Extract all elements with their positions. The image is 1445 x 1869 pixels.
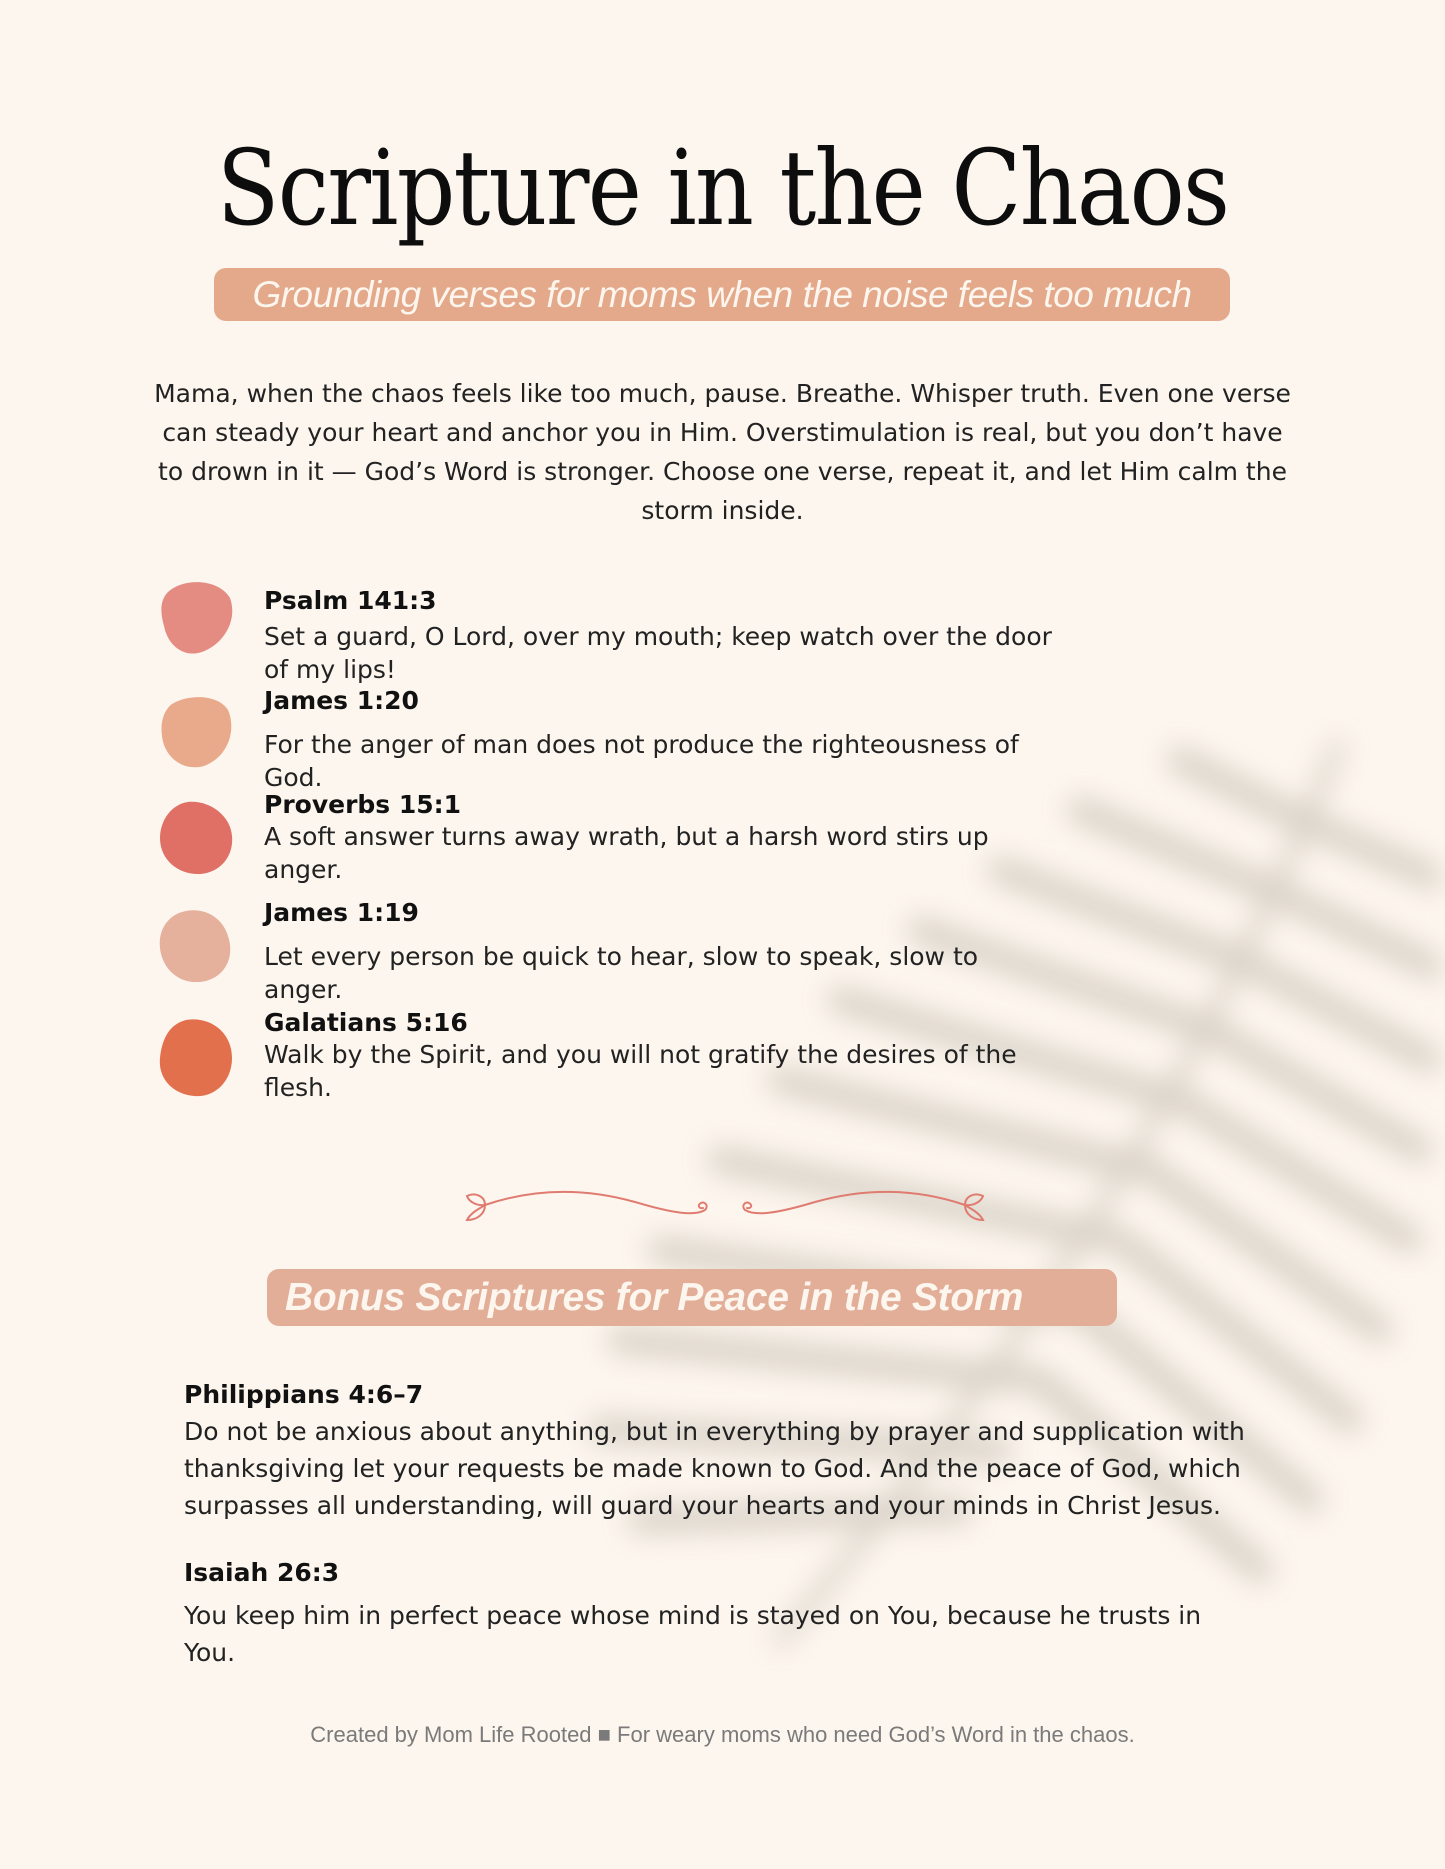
bonus-heading-banner <box>267 1269 1117 1326</box>
subtitle-banner <box>214 268 1230 321</box>
color-blob-icon <box>158 908 234 982</box>
color-blob-icon <box>158 800 234 874</box>
flourish-divider-icon <box>455 1180 995 1230</box>
bonus-verse-reference: Isaiah 26:3 <box>184 1558 340 1587</box>
color-blob-icon <box>158 694 234 768</box>
verse-text: Set a guard, O Lord, over my mouth; keep watch over the door of my lips! <box>264 622 1052 684</box>
verse-reference: James 1:19 <box>264 898 419 927</box>
footer-credit: Created by Mom Life Rooted ■ For weary moms who need God’s Word in the chaos. <box>310 1722 1135 1747</box>
verse-text: Let every person be quick to hear, slow to speak, slow to anger. <box>264 942 979 1004</box>
page-title: Scripture in the Chaos <box>216 127 1229 249</box>
verse-text: For the anger of man does not produce the righteousness of God. <box>264 730 1019 792</box>
bonus-verse-text: Do not be anxious about anything, but in everything by prayer and supplication with thanksgiving let your requests be made known to God. And the peace of God, which surpasses all understanding, will guard your hearts and your minds in Christ Jesus. <box>184 1417 1245 1520</box>
intro-paragraph: Mama, when the chaos feels like too much, pause. Breathe. Whisper truth. Even one verse can steady your heart and anchor you in Him. Overstimulation is real, but you don’t have to drown in it — God’s Word is stronger. Choose one verse, repeat it, and let Him calm the storm inside. <box>154 379 1291 525</box>
color-blob-icon <box>158 580 234 654</box>
bonus-heading: Bonus Scriptures for Peace in the Storm <box>285 1275 1024 1319</box>
verse-reference: Galatians 5:16 <box>264 1008 468 1037</box>
bonus-verse-item <box>184 1558 1284 1671</box>
bonus-verse-item <box>184 1380 1284 1524</box>
bonus-verse-reference: Philippians 4:6–7 <box>184 1380 424 1409</box>
verse-text: A soft answer turns away wrath, but a harsh word stirs up anger. <box>264 822 989 884</box>
verse-reference: Proverbs 15:1 <box>264 790 462 819</box>
color-blob-icon <box>158 1018 234 1098</box>
verse-reference: Psalm 141:3 <box>264 586 437 615</box>
bonus-verse-text: You keep him in perfect peace whose mind is stayed on You, because he trusts in You. <box>184 1601 1202 1667</box>
verse-text: Walk by the Spirit, and you will not gratify the desires of the flesh. <box>264 1040 1017 1102</box>
subtitle-text: Grounding verses for moms when the noise feels too much <box>252 273 1192 315</box>
verse-reference: James 1:20 <box>264 686 419 715</box>
